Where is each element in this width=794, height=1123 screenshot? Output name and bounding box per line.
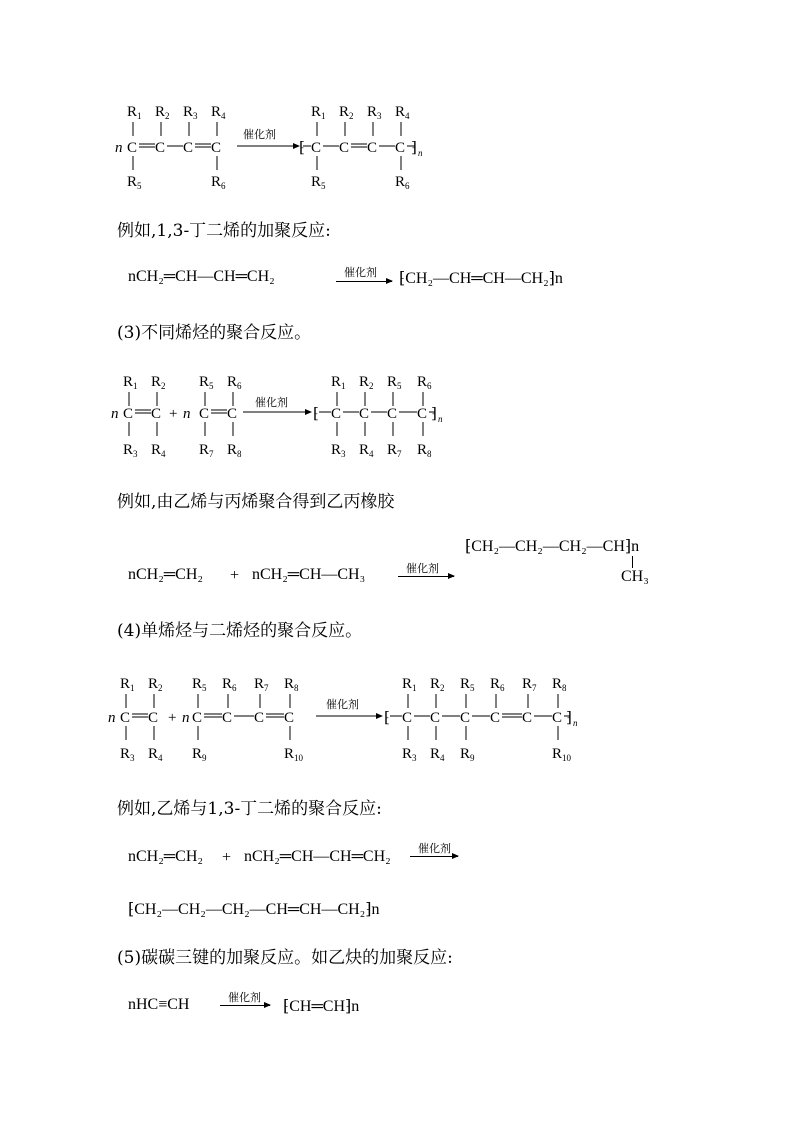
svg-text:R6: $R_6$: [395, 174, 410, 191]
svg-text:C: C: [199, 406, 210, 422]
svg-text:R4: $R_4$: [359, 442, 374, 459]
svg-text:R10: $R_{10}$: [284, 746, 304, 763]
diene-general-reaction: [115, 100, 435, 190]
svg-text:C: C: [367, 140, 378, 156]
svg-text:C: C: [123, 406, 134, 422]
svg-text:R8: $R_8$: [284, 676, 299, 693]
svg-text:⁅: ⁅: [313, 406, 319, 422]
ethylene-butadiene-product: ⁅CH₂—CH₂—CH₂—CH═CH—CH₂⁆n: [128, 901, 380, 918]
svg-text:n: n: [573, 718, 578, 728]
svg-text:R3: $R_3$: [367, 104, 382, 121]
svg-text:R3: $R_3$: [120, 746, 135, 763]
svg-text:R9: $R_9$: [460, 746, 475, 763]
svg-text:R9: $R_9$: [192, 746, 207, 763]
svg-text:催化剂: 催化剂: [255, 396, 288, 409]
svg-text:R6: $R_6$: [227, 374, 242, 391]
svg-text:R6: $R_6$: [211, 174, 226, 191]
butadiene-reactant: nCH₂═CH—CH═CH₂: [128, 268, 275, 285]
example-butadiene-text: 例如,1,3-丁二烯的加聚反应:: [117, 221, 331, 241]
svg-text:R3: $R_3$: [402, 746, 417, 763]
svg-text:C: C: [148, 710, 159, 726]
svg-text:R4: $R_4$: [395, 104, 410, 121]
plus-sign: +: [222, 849, 232, 866]
section-5-heading: (5)碳碳三键的加聚反应。如乙炔的加聚反应:: [117, 948, 453, 968]
svg-text:n: n: [111, 406, 119, 422]
ep-rubber-product: ⁅CH₂—CH₂—CH₂—CH⁆n: [465, 538, 640, 555]
svg-text:C: C: [311, 140, 322, 156]
svg-text:C: C: [395, 140, 406, 156]
r4-label: $R_4$: [211, 104, 226, 121]
svg-text:C: C: [460, 710, 471, 726]
svg-text:R5: $R_5$: [311, 174, 326, 191]
svg-text:R5: $R_5$: [387, 374, 402, 391]
r2-label: $R_2$: [155, 104, 170, 121]
svg-text:C: C: [284, 710, 295, 726]
r1-label: $R_1$: [127, 104, 142, 121]
svg-text:C: C: [387, 406, 398, 422]
svg-text:+: +: [168, 710, 177, 726]
reaction-arrow: [398, 576, 454, 577]
svg-text:C: C: [402, 710, 413, 726]
svg-text:R2: $R_2$: [148, 676, 163, 693]
methyl-bond: [632, 556, 633, 568]
svg-text:n: n: [183, 406, 191, 422]
svg-text:R4: $R_4$: [151, 442, 166, 459]
svg-text:R10: $R_{10}$: [552, 746, 572, 763]
svg-text:R3: $R_3$: [331, 442, 346, 459]
svg-text:R6: $R_6$: [490, 676, 505, 693]
svg-text:C: C: [127, 140, 138, 156]
svg-text:C: C: [192, 710, 203, 726]
svg-text:C: C: [339, 140, 350, 156]
acetylene-reactant: nHC≡CH: [128, 996, 190, 1013]
catalyst-label: 催化剂: [406, 562, 439, 575]
svg-text:R2: $R_2$: [339, 104, 354, 121]
methyl-group: CH₃: [621, 568, 649, 585]
svg-text:R8: $R_8$: [417, 442, 432, 459]
example-ethylene-propylene-text: 例如,由乙烯与丙烯聚合得到乙丙橡胶: [117, 492, 395, 512]
svg-text:R2: $R_2$: [430, 676, 445, 693]
svg-text:C: C: [222, 710, 233, 726]
svg-text:R2: $R_2$: [151, 374, 166, 391]
svg-text:C: C: [211, 140, 222, 156]
svg-text:⁆: ⁆: [411, 140, 417, 156]
svg-text:+: +: [169, 406, 178, 422]
svg-text:R5: $R_5$: [192, 676, 207, 693]
svg-text:R7: $R_7$: [387, 442, 402, 459]
reaction-arrow: [336, 281, 392, 282]
polyacetylene-product: ⁅CH═CH⁆n: [283, 998, 360, 1015]
propylene-reactant: nCH₂═CH—CH₃: [252, 566, 366, 583]
svg-text:n: n: [182, 710, 190, 726]
svg-text:C: C: [430, 710, 441, 726]
svg-text:C: C: [331, 406, 342, 422]
svg-text:n: n: [115, 140, 123, 156]
svg-text:R4: $R_4$: [430, 746, 445, 763]
svg-text:R5: $R_5$: [199, 374, 214, 391]
catalyst-label: 催化剂: [418, 842, 451, 855]
svg-text:R7: $R_7$: [522, 676, 537, 693]
svg-text:⁅: ⁅: [299, 140, 305, 156]
svg-text:R1: $R_1$: [123, 374, 138, 391]
svg-text:R4: $R_4$: [148, 746, 163, 763]
svg-text:R3: $R_3$: [123, 442, 138, 459]
svg-text:催化剂: 催化剂: [243, 128, 276, 141]
svg-text:R5: $R_5$: [127, 174, 142, 191]
monoene-diene-reaction: [108, 672, 592, 767]
svg-text:n: n: [108, 710, 116, 726]
catalyst-label: 催化剂: [344, 266, 377, 279]
svg-text:R7: $R_7$: [199, 442, 214, 459]
svg-text:C: C: [227, 406, 238, 422]
svg-text:R2: $R_2$: [359, 374, 374, 391]
svg-text:R1: $R_1$: [311, 104, 326, 121]
svg-text:R8: $R_8$: [552, 676, 567, 693]
svg-text:⁅: ⁅: [384, 710, 390, 726]
svg-text:n: n: [438, 414, 443, 424]
svg-text:C: C: [490, 710, 501, 726]
svg-text:R1: $R_1$: [331, 374, 346, 391]
reaction-arrow: [410, 856, 458, 857]
r3-label: $R_3$: [183, 104, 198, 121]
svg-text:C: C: [254, 710, 265, 726]
svg-text:催化剂: 催化剂: [326, 698, 359, 711]
svg-text:R8: $R_8$: [227, 442, 242, 459]
svg-text:C: C: [552, 710, 563, 726]
svg-text:C: C: [155, 140, 166, 156]
svg-text:R1: $R_1$: [120, 676, 135, 693]
svg-text:C: C: [417, 406, 428, 422]
ethylene-reactant: nCH₂═CH₂: [128, 848, 203, 865]
reaction-arrow: [220, 1005, 270, 1006]
svg-text:C: C: [359, 406, 370, 422]
example-ethylene-butadiene-text: 例如,乙烯与1,3-丁二烯的聚合反应:: [117, 799, 382, 819]
catalyst-label: 催化剂: [228, 991, 261, 1004]
butadiene-reactant: nCH₂═CH—CH═CH₂: [244, 848, 391, 865]
ethylene-reactant: nCH₂═CH₂: [128, 566, 203, 583]
svg-text:C: C: [522, 710, 533, 726]
svg-text:n: n: [418, 148, 423, 158]
section-4-heading: (4)单烯烃与二烯烃的聚合反应。: [117, 621, 363, 641]
plus-sign: +: [230, 567, 240, 584]
svg-text:C: C: [151, 406, 162, 422]
svg-text:C: C: [183, 140, 194, 156]
butadiene-product: ⁅CH₂—CH═CH—CH₂⁆n: [399, 270, 563, 287]
svg-text:R1: $R_1$: [402, 676, 417, 693]
svg-text:R7: $R_7$: [254, 676, 269, 693]
svg-text:R5: $R_5$: [460, 676, 475, 693]
svg-text:C: C: [120, 710, 131, 726]
svg-text:⁆: ⁆: [566, 710, 572, 726]
svg-text:R6: $R_6$: [222, 676, 237, 693]
svg-text:⁆: ⁆: [431, 406, 437, 422]
svg-text:R6: $R_6$: [417, 374, 432, 391]
mixed-alkene-reaction: [111, 370, 455, 460]
section-3-heading: (3)不同烯烃的聚合反应。: [117, 323, 312, 343]
